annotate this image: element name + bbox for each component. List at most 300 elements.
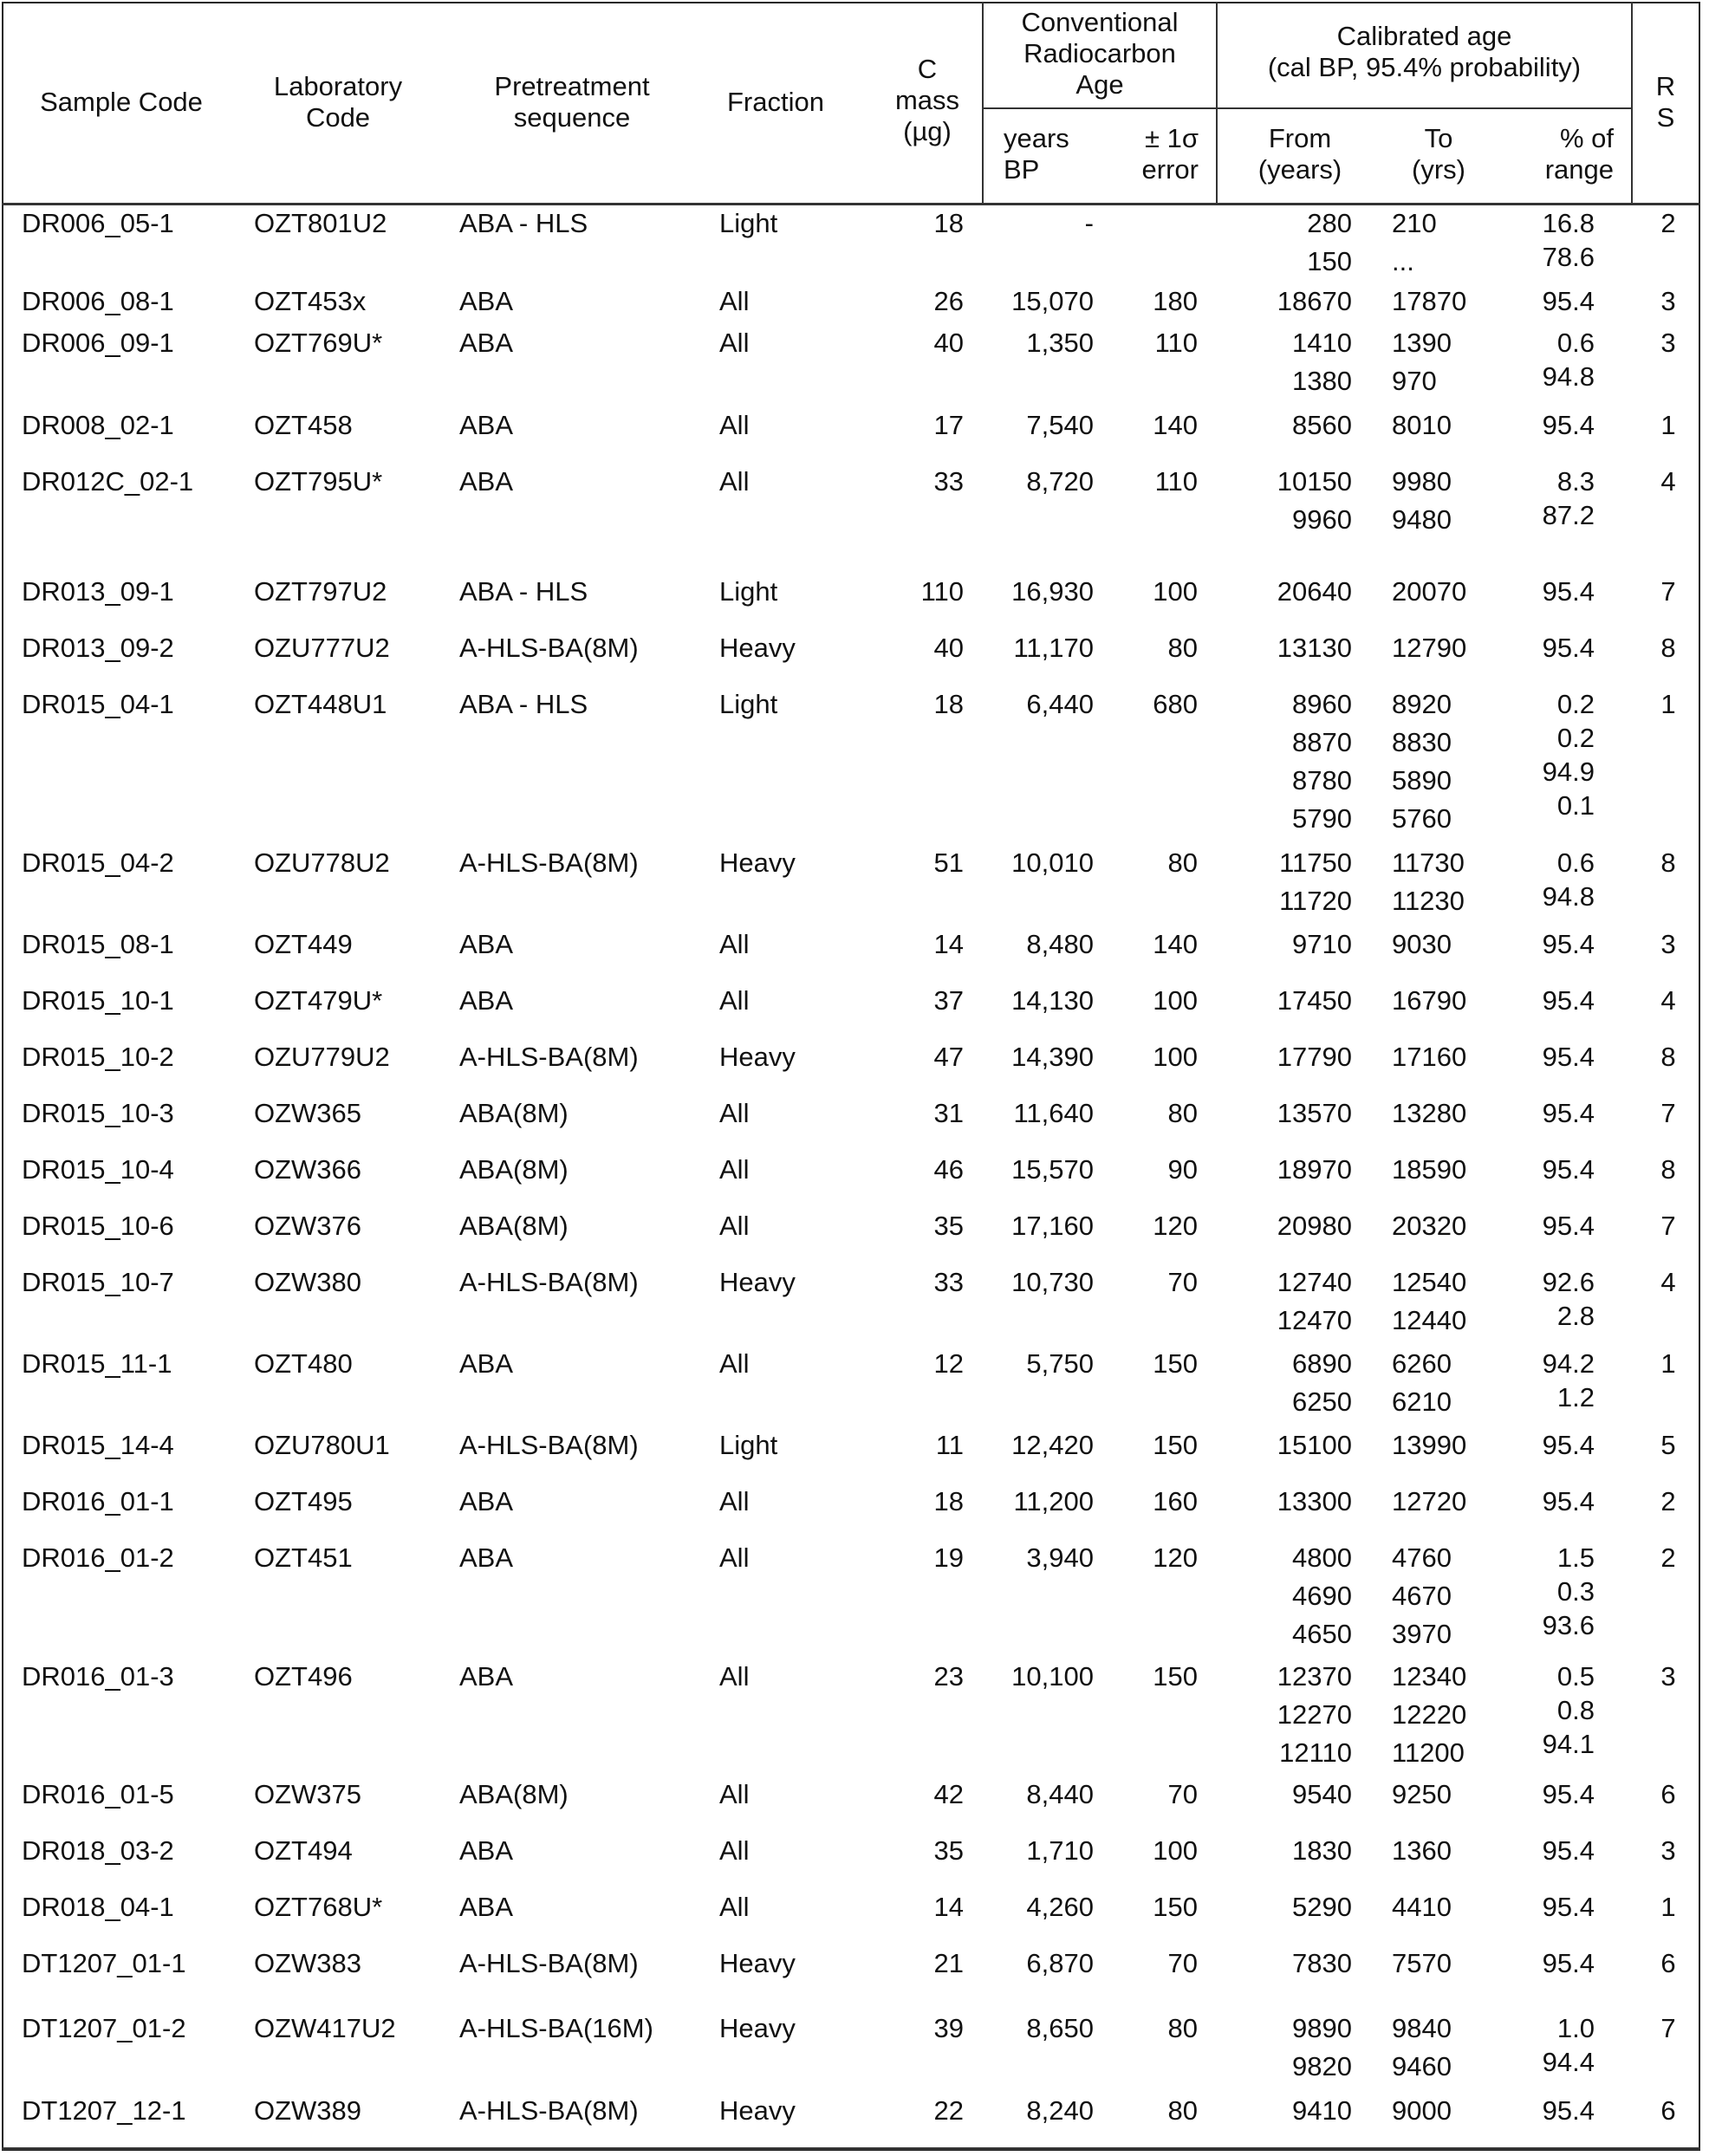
cell-lab-code: OZT495 bbox=[254, 1486, 353, 1516]
cell-sample-code: DT1207_12-1 bbox=[22, 2095, 186, 2126]
cell-rs: 7 bbox=[1660, 2013, 1676, 2043]
cell-rs: 3 bbox=[1660, 1835, 1676, 1866]
cell-pct-range: 1.2 bbox=[1556, 1382, 1595, 1412]
cell-sample-code: DR012C_02-1 bbox=[22, 466, 194, 497]
header-bottom-line bbox=[2, 203, 1700, 205]
cell-rs: 3 bbox=[1660, 929, 1676, 959]
cell-cal-from: 150 bbox=[1307, 246, 1352, 276]
cell-c-mass: 46 bbox=[933, 1154, 964, 1185]
cell-pct-range: 95.4 bbox=[1542, 633, 1595, 663]
cell-lab-code: OZW383 bbox=[254, 1948, 362, 1978]
cell-pct-range: 92.6 bbox=[1542, 1267, 1595, 1297]
cell-pretreatment: ABA - HLS bbox=[459, 689, 588, 719]
cell-rs: 2 bbox=[1660, 1542, 1676, 1573]
cell-pct-range: 87.2 bbox=[1542, 500, 1595, 530]
cell-rs: 6 bbox=[1660, 1948, 1676, 1978]
cell-rs: 8 bbox=[1660, 1154, 1676, 1185]
cell-cal-from: 20980 bbox=[1277, 1211, 1352, 1241]
cell-c-mass: 18 bbox=[933, 1486, 964, 1516]
cell-pretreatment: ABA bbox=[459, 929, 514, 959]
cell-pretreatment: ABA(8M) bbox=[459, 1098, 569, 1128]
cell-lab-code: OZT449 bbox=[254, 929, 353, 959]
cell-cal-to: 20070 bbox=[1392, 576, 1467, 607]
cell-rs: 2 bbox=[1660, 208, 1676, 238]
cell-pretreatment: ABA bbox=[459, 985, 514, 1016]
cell-error: 110 bbox=[1154, 328, 1198, 358]
cell-sample-code: DR016_01-2 bbox=[22, 1542, 174, 1573]
cell-sample-code: DR015_04-1 bbox=[22, 689, 174, 719]
cell-years-bp: 11,200 bbox=[1013, 1486, 1094, 1516]
cell-lab-code: OZW366 bbox=[254, 1154, 362, 1185]
header-conventional-line1: Conventional bbox=[1021, 7, 1179, 37]
cell-lab-code: OZT494 bbox=[254, 1835, 353, 1866]
cell-cal-to: 5890 bbox=[1392, 765, 1452, 796]
cell-cal-to: 12440 bbox=[1392, 1305, 1467, 1335]
cell-cal-to: 12720 bbox=[1392, 1486, 1467, 1516]
cell-c-mass: 47 bbox=[933, 1042, 964, 1072]
cell-error: 100 bbox=[1153, 1835, 1198, 1866]
cell-sample-code: DR016_01-3 bbox=[22, 1661, 174, 1692]
cell-sample-code: DR015_10-4 bbox=[22, 1154, 174, 1185]
cell-pretreatment: ABA bbox=[459, 286, 514, 316]
cell-c-mass: 40 bbox=[933, 328, 964, 358]
table-bottom-line bbox=[2, 2147, 1700, 2150]
cell-years-bp: 8,650 bbox=[1026, 2013, 1094, 2043]
cell-rs: 3 bbox=[1660, 328, 1676, 358]
cell-lab-code: OZT801U2 bbox=[254, 208, 387, 238]
cell-error: 70 bbox=[1167, 1267, 1198, 1297]
cell-c-mass: 19 bbox=[933, 1542, 964, 1573]
cell-lab-code: OZT795U* bbox=[254, 466, 383, 497]
cell-pretreatment: ABA bbox=[459, 466, 514, 497]
cell-sample-code: DR015_04-2 bbox=[22, 847, 174, 878]
cell-pretreatment: A-HLS-BA(8M) bbox=[459, 1267, 639, 1297]
cell-c-mass: 51 bbox=[933, 847, 964, 878]
cell-c-mass: 35 bbox=[933, 1211, 964, 1241]
cell-pct-range: 78.6 bbox=[1542, 242, 1595, 272]
cell-pretreatment: ABA bbox=[459, 1892, 514, 1922]
cell-rs: 8 bbox=[1660, 1042, 1676, 1072]
cell-cal-from: 12110 bbox=[1279, 1737, 1352, 1768]
cell-lab-code: OZU777U2 bbox=[254, 633, 390, 663]
cell-cal-to: 12340 bbox=[1392, 1661, 1467, 1692]
cell-c-mass: 12 bbox=[933, 1348, 964, 1379]
cell-cal-to: 9460 bbox=[1392, 2051, 1452, 2081]
header-pct-line1: % of bbox=[1559, 123, 1614, 153]
cell-pct-range: 16.8 bbox=[1542, 208, 1595, 238]
cell-cal-to: 12220 bbox=[1392, 1699, 1467, 1730]
cell-fraction: Heavy bbox=[719, 1948, 796, 1978]
header-fraction: Fraction bbox=[727, 87, 824, 117]
cell-cal-to: 6210 bbox=[1392, 1386, 1452, 1417]
cell-years-bp: 7,540 bbox=[1026, 410, 1094, 440]
cell-cal-to: 8010 bbox=[1392, 410, 1452, 440]
cell-error: 180 bbox=[1153, 286, 1198, 316]
cell-c-mass: 110 bbox=[920, 576, 964, 607]
cell-sample-code: DR013_09-2 bbox=[22, 633, 174, 663]
cell-years-bp: 16,930 bbox=[1011, 576, 1094, 607]
cell-lab-code: OZT797U2 bbox=[254, 576, 387, 607]
cell-lab-code: OZT496 bbox=[254, 1661, 353, 1692]
cell-cal-to: 17870 bbox=[1392, 286, 1467, 316]
cell-cal-to: 9980 bbox=[1392, 466, 1452, 497]
cell-cal-to: 8920 bbox=[1392, 689, 1452, 719]
cell-cal-from: 280 bbox=[1307, 208, 1352, 238]
cell-c-mass: 14 bbox=[933, 929, 964, 959]
cell-fraction: Heavy bbox=[719, 633, 796, 663]
cell-error: 80 bbox=[1167, 2095, 1198, 2126]
cell-cal-to: 1360 bbox=[1392, 1835, 1452, 1866]
cell-cal-from: 12270 bbox=[1277, 1699, 1352, 1730]
cell-cal-to: 970 bbox=[1392, 366, 1437, 396]
cell-pct-range: 94.8 bbox=[1542, 361, 1595, 392]
cell-pct-range: 0.6 bbox=[1556, 328, 1595, 358]
cell-years-bp: 10,100 bbox=[1011, 1661, 1094, 1692]
cell-cal-to: 12790 bbox=[1392, 633, 1467, 663]
cell-c-mass: 31 bbox=[933, 1098, 964, 1128]
cell-rs: 1 bbox=[1660, 689, 1676, 719]
cell-fraction: All bbox=[719, 466, 750, 497]
header-from-line1: From bbox=[1268, 123, 1332, 153]
cell-pct-range: 94.1 bbox=[1542, 1729, 1595, 1759]
cell-pct-range: 95.4 bbox=[1542, 2095, 1595, 2126]
divider-mass-left bbox=[982, 2, 984, 205]
cell-rs: 4 bbox=[1660, 1267, 1676, 1297]
cell-rs: 6 bbox=[1660, 2095, 1676, 2126]
cell-pretreatment: A-HLS-BA(8M) bbox=[459, 847, 639, 878]
cell-cal-from: 8780 bbox=[1292, 765, 1352, 796]
cell-cal-to: 11230 bbox=[1392, 886, 1465, 916]
cell-c-mass: 26 bbox=[933, 286, 964, 316]
cell-sample-code: DR018_04-1 bbox=[22, 1892, 174, 1922]
cell-cal-from: 9820 bbox=[1292, 2051, 1352, 2081]
cell-years-bp: 17,160 bbox=[1011, 1211, 1094, 1241]
header-c-mass-line3: (µg) bbox=[903, 116, 952, 146]
cell-lab-code: OZW365 bbox=[254, 1098, 362, 1128]
header-rs-line1: R bbox=[1655, 71, 1676, 101]
subheader-line bbox=[982, 107, 1633, 109]
cell-years-bp: 8,440 bbox=[1026, 1779, 1094, 1809]
cell-rs: 1 bbox=[1660, 410, 1676, 440]
cell-years-bp: 12,420 bbox=[1011, 1430, 1094, 1460]
cell-sample-code: DT1207_01-2 bbox=[22, 2013, 186, 2043]
cell-cal-from: 5290 bbox=[1292, 1892, 1352, 1922]
header-c-mass bbox=[875, 54, 979, 147]
cell-pct-range: 0.6 bbox=[1556, 847, 1595, 878]
cell-years-bp: 14,390 bbox=[1011, 1042, 1094, 1072]
cell-cal-from: 12740 bbox=[1277, 1267, 1352, 1297]
cell-rs: 7 bbox=[1660, 576, 1676, 607]
cell-cal-from: 8960 bbox=[1292, 689, 1352, 719]
cell-lab-code: OZT453x bbox=[254, 286, 367, 316]
cell-rs: 3 bbox=[1660, 286, 1676, 316]
cell-cal-to: 16790 bbox=[1392, 985, 1467, 1016]
cell-cal-to: 9030 bbox=[1392, 929, 1452, 959]
cell-error: 70 bbox=[1167, 1779, 1198, 1809]
cell-rs: 8 bbox=[1660, 633, 1676, 663]
cell-pct-range: 1.5 bbox=[1556, 1542, 1595, 1573]
cell-pct-range: 95.4 bbox=[1542, 1211, 1595, 1241]
cell-cal-from: 12370 bbox=[1277, 1661, 1352, 1692]
header-to-line1: To bbox=[1424, 123, 1453, 153]
cell-rs: 3 bbox=[1660, 1661, 1676, 1692]
cell-pct-range: 95.4 bbox=[1542, 1098, 1595, 1128]
header-conventional-line3: Age bbox=[1075, 69, 1124, 100]
cell-sample-code: DR015_08-1 bbox=[22, 929, 174, 959]
header-conventional-line2: Radiocarbon bbox=[1023, 38, 1176, 68]
cell-error: 160 bbox=[1153, 1486, 1198, 1516]
cell-sample-code: DR015_10-1 bbox=[22, 985, 174, 1016]
cell-error: 100 bbox=[1153, 576, 1198, 607]
cell-pct-range: 95.4 bbox=[1542, 410, 1595, 440]
cell-pct-range: 1.0 bbox=[1556, 2013, 1595, 2043]
cell-sample-code: DR015_10-7 bbox=[22, 1267, 174, 1297]
cell-cal-to: 9840 bbox=[1392, 2013, 1452, 2043]
cell-pct-range: 95.4 bbox=[1542, 1042, 1595, 1072]
cell-pretreatment: ABA bbox=[459, 1486, 514, 1516]
cell-pretreatment: A-HLS-BA(8M) bbox=[459, 1042, 639, 1072]
cell-pretreatment: ABA(8M) bbox=[459, 1779, 569, 1809]
cell-error: 100 bbox=[1153, 985, 1198, 1016]
cell-pct-range: 94.9 bbox=[1542, 757, 1595, 787]
cell-pretreatment: ABA bbox=[459, 1661, 514, 1692]
header-years-bp-line1: years bbox=[1004, 123, 1069, 153]
cell-cal-from: 4690 bbox=[1292, 1581, 1352, 1611]
cell-cal-from: 4650 bbox=[1292, 1619, 1352, 1649]
cell-fraction: Heavy bbox=[719, 2095, 796, 2126]
cell-sample-code: DR018_03-2 bbox=[22, 1835, 174, 1866]
cell-cal-to: 13990 bbox=[1392, 1430, 1467, 1460]
cell-cal-to: 11730 bbox=[1392, 847, 1465, 878]
cell-sample-code: DR015_10-3 bbox=[22, 1098, 174, 1128]
cell-error: 120 bbox=[1153, 1542, 1198, 1573]
header-error-line2: error bbox=[1141, 154, 1199, 185]
cell-cal-from: 12470 bbox=[1277, 1305, 1352, 1335]
cell-lab-code: OZT448U1 bbox=[254, 689, 387, 719]
cell-cal-to: 1390 bbox=[1392, 328, 1452, 358]
cell-cal-to: 13280 bbox=[1392, 1098, 1467, 1128]
cell-cal-to: 18590 bbox=[1392, 1154, 1467, 1185]
cell-cal-from: 13300 bbox=[1277, 1486, 1352, 1516]
cell-error: 680 bbox=[1153, 689, 1198, 719]
cell-fraction: All bbox=[719, 1348, 750, 1379]
cell-rs: 4 bbox=[1660, 466, 1676, 497]
cell-cal-from: 1410 bbox=[1292, 328, 1352, 358]
cell-pretreatment: ABA bbox=[459, 1348, 514, 1379]
cell-fraction: Heavy bbox=[719, 1042, 796, 1072]
cell-years-bp: 4,260 bbox=[1026, 1892, 1094, 1922]
cell-lab-code: OZW375 bbox=[254, 1779, 362, 1809]
cell-fraction: All bbox=[719, 410, 750, 440]
cell-fraction: All bbox=[719, 1892, 750, 1922]
cell-cal-to: 9480 bbox=[1392, 504, 1452, 535]
header-to-line2: (yrs) bbox=[1412, 154, 1465, 185]
cell-error: 120 bbox=[1153, 1211, 1198, 1241]
cell-fraction: All bbox=[719, 1542, 750, 1573]
cell-sample-code: DR016_01-1 bbox=[22, 1486, 174, 1516]
cell-pretreatment: ABA - HLS bbox=[459, 208, 588, 238]
cell-cal-from: 4800 bbox=[1292, 1542, 1352, 1573]
header-calibrated-line1: Calibrated age bbox=[1336, 21, 1512, 51]
cell-rs: 7 bbox=[1660, 1098, 1676, 1128]
cell-error: 100 bbox=[1153, 1042, 1198, 1072]
header-to bbox=[1378, 123, 1499, 185]
cell-years-bp: 5,750 bbox=[1026, 1348, 1094, 1379]
cell-years-bp: - bbox=[1084, 208, 1094, 238]
cell-cal-from: 9890 bbox=[1292, 2013, 1352, 2043]
cell-error: 150 bbox=[1153, 1892, 1198, 1922]
cell-sample-code: DR008_02-1 bbox=[22, 410, 174, 440]
cell-pct-range: 95.4 bbox=[1542, 985, 1595, 1016]
cell-c-mass: 11 bbox=[935, 1430, 964, 1460]
header-c-mass-line2: mass bbox=[894, 85, 960, 115]
cell-pct-range: 8.3 bbox=[1556, 466, 1595, 497]
cell-pct-range: 0.8 bbox=[1556, 1695, 1595, 1725]
cell-cal-to: 8830 bbox=[1392, 727, 1452, 757]
cell-error: 110 bbox=[1154, 466, 1198, 497]
cell-cal-from: 6890 bbox=[1292, 1348, 1352, 1379]
header-rs-line2: S bbox=[1656, 102, 1675, 133]
cell-cal-from: 10150 bbox=[1277, 466, 1352, 497]
cell-pretreatment: A-HLS-BA(8M) bbox=[459, 633, 639, 663]
cell-error: 80 bbox=[1167, 2013, 1198, 2043]
header-pct-line2: range bbox=[1544, 154, 1614, 185]
cell-fraction: All bbox=[719, 1098, 750, 1128]
cell-cal-from: 20640 bbox=[1277, 576, 1352, 607]
cell-pct-range: 95.4 bbox=[1542, 286, 1595, 316]
cell-years-bp: 1,710 bbox=[1026, 1835, 1094, 1866]
cell-rs: 5 bbox=[1660, 1430, 1676, 1460]
cell-c-mass: 14 bbox=[933, 1892, 964, 1922]
header-lab-code bbox=[234, 71, 442, 133]
cell-error: 90 bbox=[1167, 1154, 1198, 1185]
cell-cal-from: 6250 bbox=[1292, 1386, 1352, 1417]
cell-years-bp: 10,730 bbox=[1011, 1267, 1094, 1297]
cell-cal-to: 4760 bbox=[1392, 1542, 1452, 1573]
cell-c-mass: 22 bbox=[933, 2095, 964, 2126]
cell-cal-from: 17450 bbox=[1277, 985, 1352, 1016]
cell-sample-code: DR006_09-1 bbox=[22, 328, 174, 358]
header-calibrated bbox=[1218, 21, 1631, 83]
cell-c-mass: 37 bbox=[933, 985, 964, 1016]
cell-cal-to: 5760 bbox=[1392, 803, 1452, 834]
header-pretreatment-line1: Pretreatment bbox=[494, 71, 650, 101]
cell-cal-to: 12540 bbox=[1392, 1267, 1467, 1297]
cell-lab-code: OZT479U* bbox=[254, 985, 383, 1016]
cell-pct-range: 0.1 bbox=[1556, 790, 1595, 821]
cell-pct-range: 95.4 bbox=[1542, 929, 1595, 959]
cell-c-mass: 33 bbox=[933, 1267, 964, 1297]
cell-cal-from: 9960 bbox=[1292, 504, 1352, 535]
cell-years-bp: 3,940 bbox=[1026, 1542, 1094, 1573]
cell-pct-range: 95.4 bbox=[1542, 1892, 1595, 1922]
cell-cal-from: 18670 bbox=[1277, 286, 1352, 316]
cell-lab-code: OZU778U2 bbox=[254, 847, 390, 878]
cell-lab-code: OZT768U* bbox=[254, 1892, 383, 1922]
cell-pct-range: 2.8 bbox=[1556, 1301, 1595, 1331]
cell-fraction: Light bbox=[719, 689, 778, 719]
cell-error: 70 bbox=[1167, 1948, 1198, 1978]
cell-lab-code: OZT769U* bbox=[254, 328, 383, 358]
header-rs bbox=[1633, 71, 1699, 133]
cell-cal-from: 7830 bbox=[1292, 1948, 1352, 1978]
cell-sample-code: DR015_14-4 bbox=[22, 1430, 174, 1460]
cell-lab-code: OZW376 bbox=[254, 1211, 362, 1241]
cell-pretreatment: A-HLS-BA(8M) bbox=[459, 1430, 639, 1460]
cell-pretreatment: A-HLS-BA(16M) bbox=[459, 2013, 653, 2043]
cell-years-bp: 14,130 bbox=[1011, 985, 1094, 1016]
cell-pct-range: 95.4 bbox=[1542, 576, 1595, 607]
cell-cal-to: 4410 bbox=[1392, 1892, 1452, 1922]
cell-years-bp: 6,440 bbox=[1026, 689, 1094, 719]
cell-c-mass: 39 bbox=[933, 2013, 964, 2043]
cell-cal-to: 9250 bbox=[1392, 1779, 1452, 1809]
header-pct bbox=[1499, 123, 1614, 185]
header-error-line1: ± 1σ bbox=[1145, 123, 1199, 153]
cell-rs: 2 bbox=[1660, 1486, 1676, 1516]
cell-cal-from: 1830 bbox=[1292, 1835, 1352, 1866]
cell-fraction: All bbox=[719, 1486, 750, 1516]
cell-cal-from: 8870 bbox=[1292, 727, 1352, 757]
table-frame bbox=[2, 2, 1700, 2151]
cell-lab-code: OZT451 bbox=[254, 1542, 353, 1573]
cell-pct-range: 95.4 bbox=[1542, 1779, 1595, 1809]
header-pretreatment bbox=[451, 71, 693, 133]
header-sample-code: Sample Code bbox=[40, 87, 203, 117]
cell-years-bp: 8,240 bbox=[1026, 2095, 1094, 2126]
cell-rs: 1 bbox=[1660, 1348, 1676, 1379]
header-years-bp bbox=[1004, 123, 1108, 185]
cell-cal-from: 17790 bbox=[1277, 1042, 1352, 1072]
cell-pct-range: 95.4 bbox=[1542, 1486, 1595, 1516]
header-from bbox=[1231, 123, 1369, 185]
cell-fraction: Heavy bbox=[719, 1267, 796, 1297]
cell-years-bp: 8,720 bbox=[1026, 466, 1094, 497]
cell-cal-from: 15100 bbox=[1277, 1430, 1352, 1460]
header-from-line2: (years) bbox=[1257, 154, 1342, 185]
cell-fraction: All bbox=[719, 929, 750, 959]
cell-c-mass: 18 bbox=[933, 689, 964, 719]
cell-rs: 1 bbox=[1660, 1892, 1676, 1922]
cell-fraction: All bbox=[719, 1835, 750, 1866]
header-calibrated-line2: (cal BP, 95.4% probability) bbox=[1267, 52, 1582, 82]
cell-error: 80 bbox=[1167, 633, 1198, 663]
cell-lab-code: OZW389 bbox=[254, 2095, 362, 2126]
cell-pct-range: 95.4 bbox=[1542, 1948, 1595, 1978]
cell-lab-code: OZW417U2 bbox=[254, 2013, 396, 2043]
cell-cal-to: 20320 bbox=[1392, 1211, 1467, 1241]
cell-cal-to: 4670 bbox=[1392, 1581, 1452, 1611]
cell-fraction: All bbox=[719, 286, 750, 316]
cell-sample-code: DR016_01-5 bbox=[22, 1779, 174, 1809]
header-conventional bbox=[984, 7, 1215, 101]
cell-cal-from: 8560 bbox=[1292, 410, 1352, 440]
header-lab-code-line1: Laboratory bbox=[273, 71, 403, 101]
header-pretreatment-line2: sequence bbox=[513, 102, 631, 133]
cell-cal-from: 9710 bbox=[1292, 929, 1352, 959]
cell-years-bp: 10,010 bbox=[1011, 847, 1094, 878]
cell-sample-code: DR006_05-1 bbox=[22, 208, 174, 238]
cell-cal-to: 11200 bbox=[1392, 1737, 1465, 1768]
cell-cal-to: 6260 bbox=[1392, 1348, 1452, 1379]
cell-fraction: All bbox=[719, 1211, 750, 1241]
cell-years-bp: 15,570 bbox=[1011, 1154, 1094, 1185]
cell-c-mass: 23 bbox=[933, 1661, 964, 1692]
cell-cal-from: 13130 bbox=[1277, 633, 1352, 663]
cell-years-bp: 11,640 bbox=[1013, 1098, 1094, 1128]
cell-sample-code: DR006_08-1 bbox=[22, 286, 174, 316]
cell-error: 140 bbox=[1153, 410, 1198, 440]
